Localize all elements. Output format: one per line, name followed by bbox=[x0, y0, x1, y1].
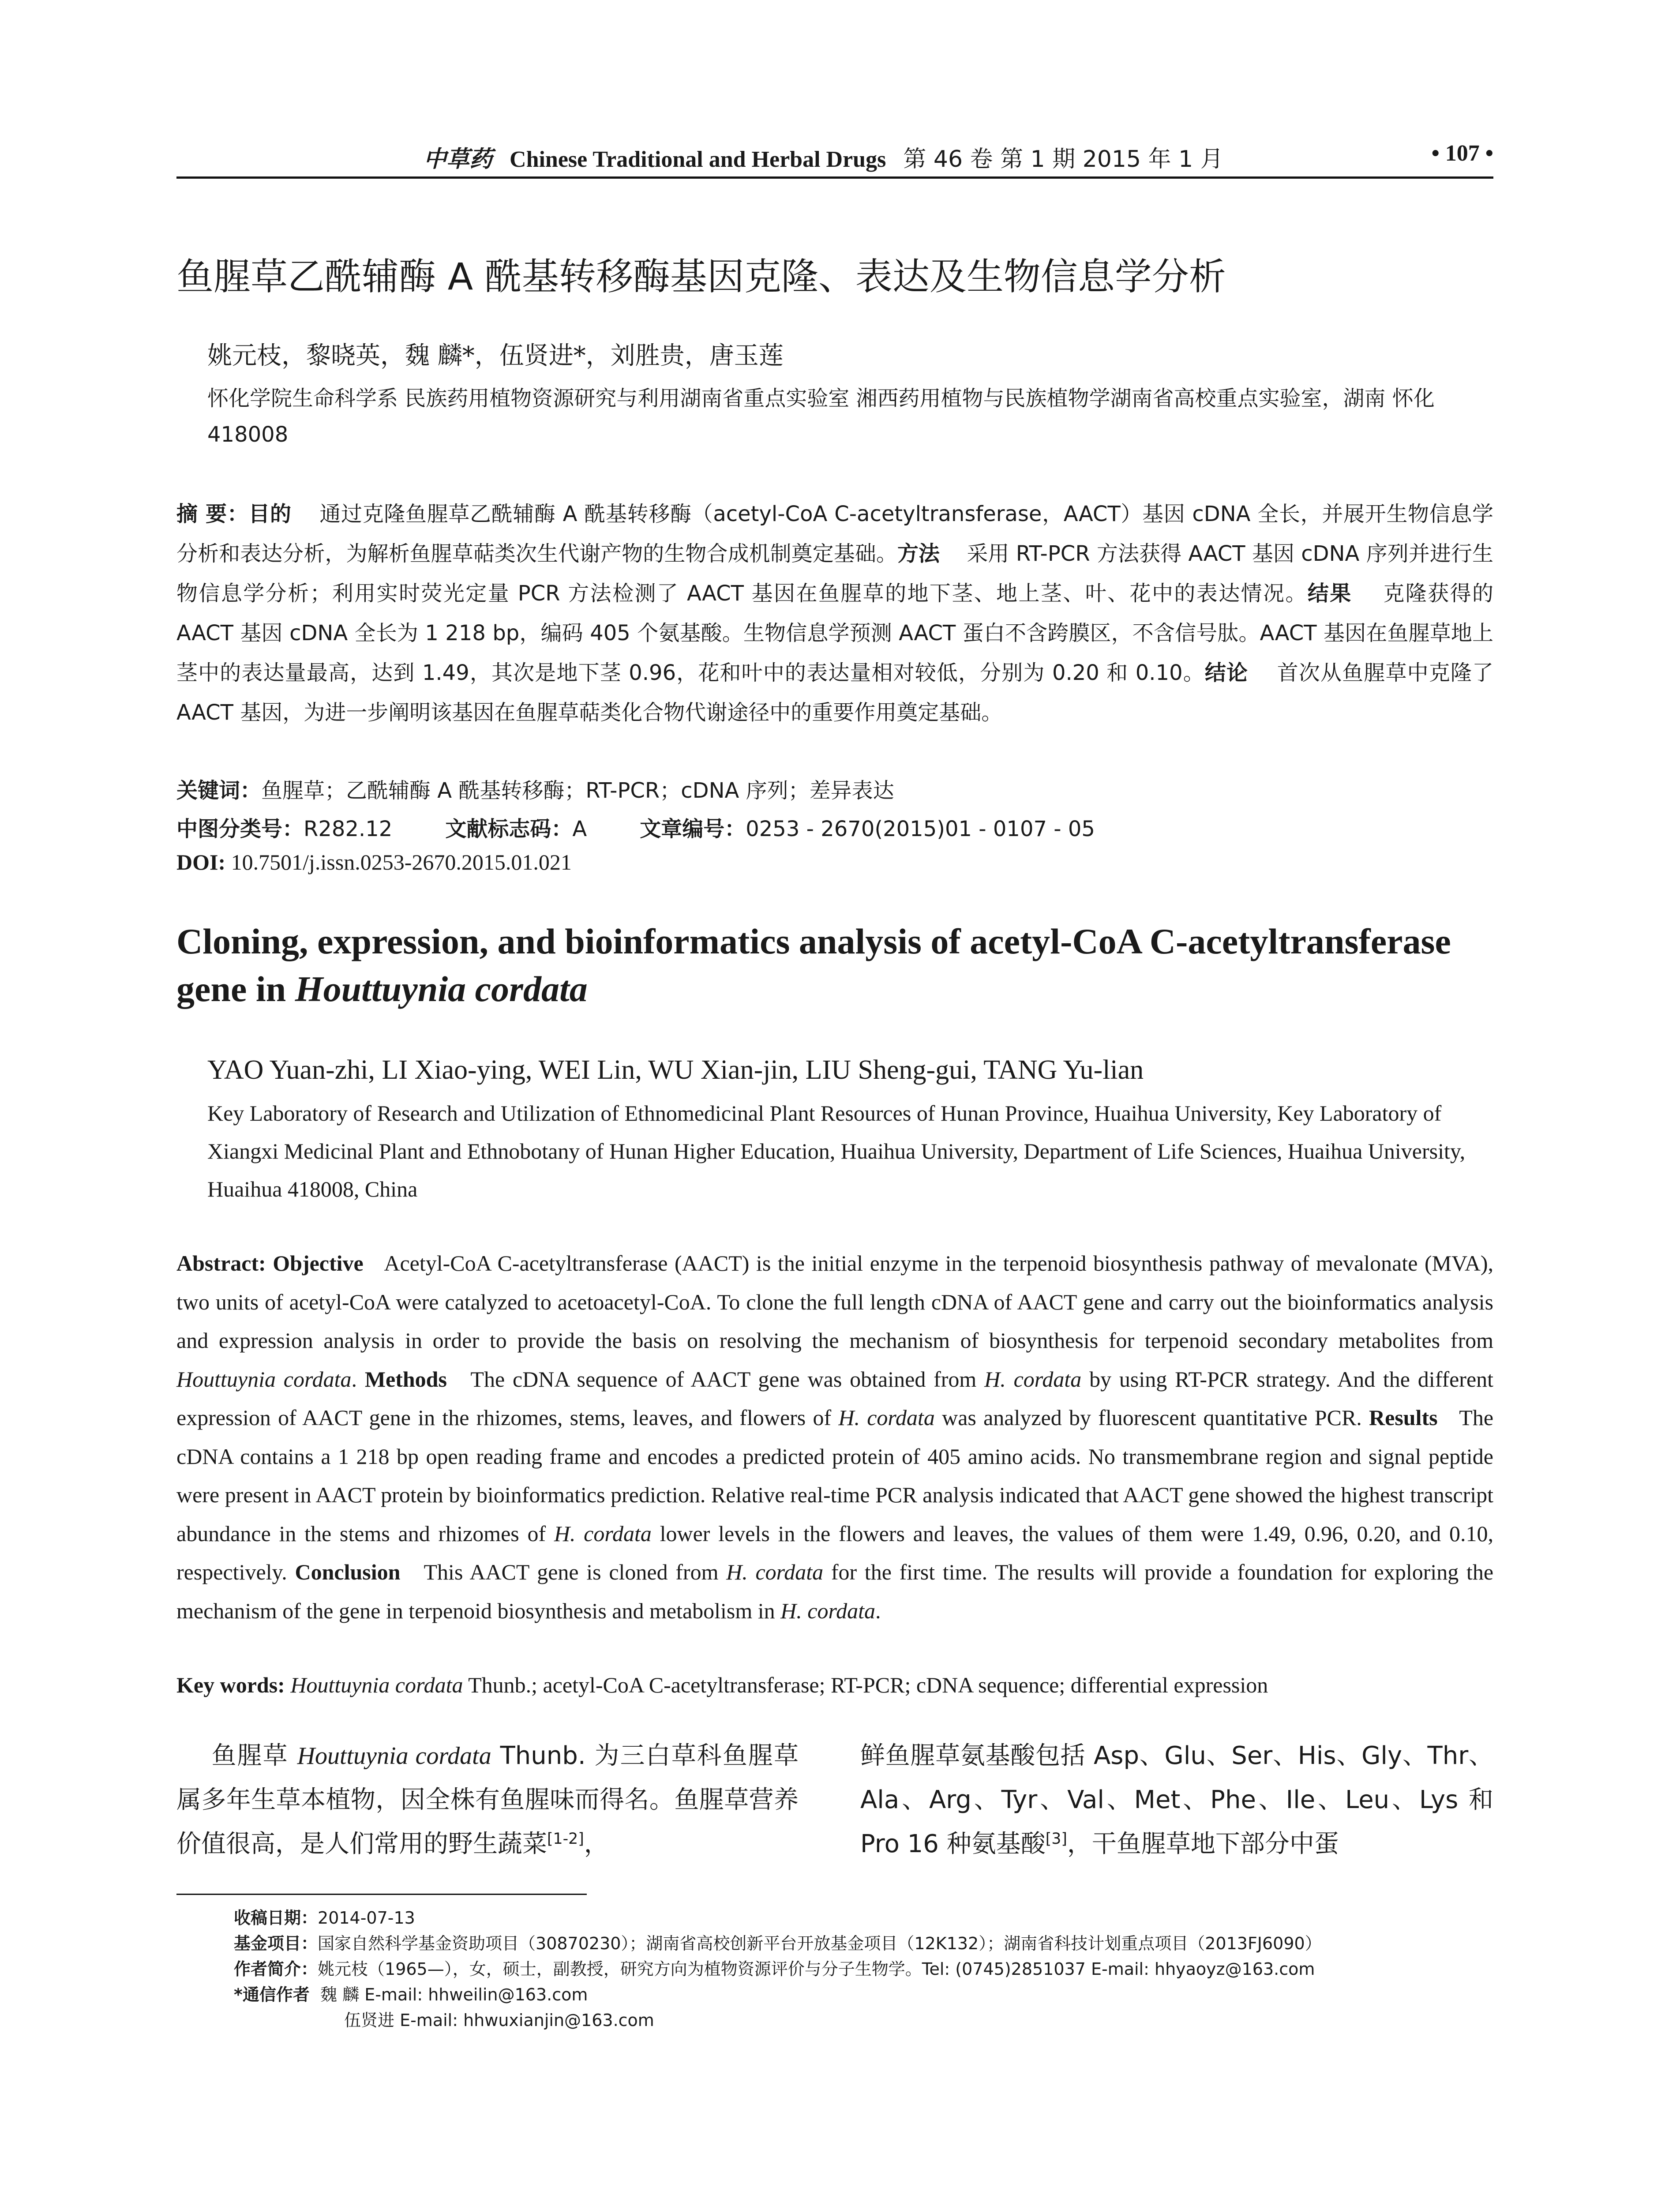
header-rule bbox=[176, 176, 1493, 179]
fn-fund bbox=[234, 1931, 1513, 1956]
fn-corr bbox=[234, 1982, 1513, 2007]
cn-conclusion-label: 结论 bbox=[1204, 660, 1249, 685]
body-column-left bbox=[176, 1734, 799, 1866]
fn-corr-1: 魏 麟 E-mail: hhweilin@163.com bbox=[320, 1985, 588, 2004]
journal-name-cn: 中草药 bbox=[424, 146, 493, 173]
doi-label: DOI: bbox=[176, 850, 226, 874]
cn-affiliation: 怀化学院生命科学系 民族药用植物资源研究与利用湖南省重点实验室 湘西药用植物与民族植物学湖南省高校重点实验室，湖南 怀化 418008 bbox=[207, 386, 1435, 447]
footnote-rule bbox=[176, 1894, 587, 1895]
en-authors: YAO Yuan-zhi, LI Xiao-ying, WEI Lin, WU Xian-jin, LIU Sheng-gui, TANG Yu-lian bbox=[207, 1055, 1144, 1085]
body-col2-end: ，干鱼腥草地下部分中蛋 bbox=[1067, 1830, 1339, 1858]
body-column-right bbox=[860, 1734, 1493, 1866]
en-abstract: Abstract: Objective Acetyl-CoA C-acetyltransferase (AACT) is the initial enzyme in the terpenoid biosynthesis pathway of mevalonate (MVA), two units of acetyl-CoA were catalyzed to acetoacetyl-CoA. To clone the full length cDNA of AACT gene and carry out the bioinformatics analysis and expression analysis in order to provide the basis on resolving the mechanism of biosynthesis for terpenoid secondary metabolites from Houttuynia cordata. Methods The cDNA sequence of AACT gene was obtained from H. cordata by using RT-PCR strategy. And the different expression of AACT gene in the rhizomes, stems, leaves, and flowers of H. cordata was analyzed by fluorescent quantitative PCR. Results The cDNA contains a 1 218 bp open reading frame and encodes a predicted protein of 405 amino acids. No transmembrane region and signal peptide were present in AACT protein by bioinformatics prediction. Relative real-time PCR analysis indicated that AACT gene showed the highest transcript abundance in the stems and rhizomes of H. cordata lower levels in the flowers and leaves, the values of them were 1.49, 0.96, 0.20, and 0.10, respectively. Conclusion This AACT gene is cloned from H. cordata for the first time. The results will provide a foundation for exploring the mechanism of the gene in terpenoid biosynthesis and metabolism in H. cordata. bbox=[176, 1251, 1494, 1623]
en-abs-part2: The cDNA sequence of AACT gene was obtained from bbox=[470, 1366, 985, 1392]
en-abs-part4: was analyzed by fluorescent quantitative PCR. bbox=[934, 1405, 1369, 1430]
en-title-species: Houttuynia cordata bbox=[295, 969, 588, 1009]
en-title-main: Cloning, expression, and bioinformatics analysis of acetyl-CoA C-acetyltransferase gene in bbox=[176, 921, 1451, 1009]
cn-keywords-text: 鱼腥草；乙酰辅酶 A 酰基转移酶；RT-PCR；cDNA 序列；差异表达 bbox=[261, 778, 894, 803]
en-species: Houttuynia cordata bbox=[176, 1366, 352, 1392]
fn-corr-2-row bbox=[234, 2007, 1513, 2033]
doi-line bbox=[176, 849, 572, 875]
fn-corr-2: 伍贤进 E-mail: hhwuxianjin@163.com bbox=[344, 2011, 654, 2030]
fn-bio-label: 作者简介： bbox=[234, 1959, 318, 1979]
cn-conclusion: 首次从鱼腥草中克隆了 AACT 基因，为进一步阐明该基因在鱼腥草萜类化合物代谢途径中的重要作用奠定基础。 bbox=[176, 660, 1493, 725]
en-hcordata-4: H. cordata bbox=[726, 1560, 824, 1584]
en-abs-part3: by using RT-PCR strategy. And the different expression of AACT gene in the rhizomes, stems, leaves, and flowers of bbox=[176, 1366, 1494, 1430]
en-hcordata-3: H. cordata bbox=[554, 1521, 652, 1546]
body-col1-start: 鱼腥草 bbox=[211, 1741, 297, 1770]
doc-code-value: A bbox=[572, 817, 587, 841]
cn-results-label: 结果 bbox=[1307, 581, 1352, 606]
body-col1-text: Thunb. 为三白草科鱼腥草属多年生草本植物，因全株有鱼腥味而得名。鱼腥草营养价值很高，是人们常用的野生蔬菜 bbox=[176, 1741, 799, 1858]
clc-label: 中图分类号： bbox=[176, 817, 304, 841]
cn-abstract-label: 摘 要： bbox=[176, 502, 249, 526]
en-keywords-text: Thunb.; acetyl-CoA C-acetyltransferase; RT-PCR; cDNA sequence; differential expression bbox=[463, 1673, 1268, 1697]
fn-fund-value: 国家自然科学基金资助项目（30870230）；湖南省高校创新平台开放基金项目（12K132）；湖南省科技计划重点项目（2013FJ6090） bbox=[318, 1934, 1322, 1953]
en-title bbox=[176, 918, 1500, 1013]
body-col1-end: ， bbox=[584, 1830, 609, 1858]
cn-classification bbox=[176, 812, 1493, 842]
doi-value[interactable]: 10.7501/j.issn.0253-2670.2015.01.021 bbox=[231, 850, 572, 874]
cn-methods: 采用 RT-PCR 方法获得 AACT 基因 cDNA 序列并进行生物信息学分析；利用实时荧光定量 PCR 方法检测了 AACT 基因在鱼腥草的地下茎、地上茎、叶、花中的表达情况。 bbox=[176, 541, 1493, 606]
cn-keywords bbox=[176, 773, 1493, 804]
en-abs-part8: for the first time. The results will provide a foundation for exploring the mechanism of the gene in terpenoid biosynthesis and metabolism in bbox=[176, 1560, 1494, 1623]
en-abs-part6: lower levels in the flowers and leaves, the values of them were 1.49, 0.96, 0.20, and 0.10, respectively. bbox=[176, 1521, 1494, 1584]
cn-authors: 姚元枝，黎晓英，魏 麟*，伍贤进*，刘胜贵，唐玉莲 bbox=[207, 341, 784, 370]
cn-title: 鱼腥草乙酰辅酶 A 酰基转移酶基因克隆、表达及生物信息学分析 bbox=[176, 255, 1226, 298]
fn-received-value: 2014-07-13 bbox=[318, 1908, 415, 1928]
en-abstract-label: Abstract: Objective bbox=[176, 1251, 364, 1276]
cn-objective: 通过克隆鱼腥草乙酰辅酶 A 酰基转移酶（acetyl-CoA C-acetyltransferase，AACT）基因 cDNA 全长，并展开生物信息学分析和表达分析，为解析鱼腥草萜类次生代谢产物的生物合成机制奠定基础。 bbox=[176, 502, 1493, 566]
en-hcordata-2: H. cordata bbox=[838, 1405, 935, 1430]
running-header bbox=[176, 140, 1493, 176]
fn-fund-label: 基金项目： bbox=[234, 1934, 318, 1953]
footnotes bbox=[234, 1905, 1513, 2033]
fn-corr-label: *通信作者 bbox=[234, 1985, 310, 2004]
en-methods-label: Methods bbox=[364, 1366, 447, 1392]
citation-3[interactable]: [3] bbox=[1045, 1830, 1067, 1848]
fn-received bbox=[234, 1905, 1513, 1931]
cn-methods-label: 方法 bbox=[897, 541, 940, 566]
clc-value: R282.12 bbox=[304, 817, 393, 841]
cn-objective-label: 目的 bbox=[248, 502, 292, 526]
cn-abstract bbox=[176, 494, 1493, 732]
header-journal bbox=[424, 140, 1223, 173]
en-keywords-species: Houttuynia cordata bbox=[290, 1673, 463, 1697]
en-affiliation: Key Laboratory of Research and Utilization of Ethnomedicinal Plant Resources of Hunan Province, Huaihua University, Key Laboratory of Xiangxi Medicinal Plant and Ethnobotany of Hunan Higher Education, Huaihua University, Department of Life Sciences, Huaihua University, Huaihua 418008, China bbox=[207, 1101, 1466, 1201]
en-conclusion-label: Conclusion bbox=[295, 1560, 401, 1584]
en-hcordata-5: H. cordata bbox=[780, 1598, 875, 1623]
article-no-value: 0253 - 2670(2015)01 - 0107 - 05 bbox=[746, 817, 1095, 841]
doc-code-label: 文献标志码： bbox=[445, 817, 573, 841]
body-col1-species: Houttuynia cordata bbox=[297, 1742, 491, 1770]
fn-bio-value: 姚元枝（1965—），女，硕士，副教授，研究方向为植物资源评价与分子生物学。Tel: (0745)2851037 E-mail: hhyaoyz@163.com bbox=[318, 1959, 1315, 1979]
cn-keywords-label: 关键词： bbox=[176, 778, 262, 803]
article-no-label: 文章编号： bbox=[640, 817, 746, 841]
en-abs-part5: The cDNA contains a 1 218 bp open reading frame and encodes a predicted protein of 405 amino acids. No transmembrane region and signal peptide were present in AACT protein by bioinformatics prediction. Relative real-time PCR analysis indicated that AACT gene showed the highest transcript abundance in the stems and rhizomes of bbox=[176, 1405, 1494, 1546]
page-number: • 107 • bbox=[1431, 141, 1493, 166]
fn-received-label: 收稿日期： bbox=[234, 1908, 318, 1928]
body-col2-text: 鲜鱼腥草氨基酸包括 Asp、Glu、Ser、His、Gly、Thr、Ala、Arg、Tyr、Val、Met、Phe、Ile、Leu、Lys 和 Pro 16 种氨基酸 bbox=[860, 1741, 1493, 1858]
en-abs-part1: Acetyl-CoA C-acetyltransferase (AACT) is the initial enzyme in the terpenoid biosynthesis pathway of mevalonate (MVA), two units of acetyl-CoA were catalyzed to acetoacetyl-CoA. To clone the full length cDNA of AACT gene and carry out the bioinformatics analysis and expression analysis in order to provide the basis on resolving the mechanism of biosynthesis for terpenoid secondary metabolites from bbox=[176, 1251, 1494, 1353]
en-hcordata-1: H. cordata bbox=[984, 1366, 1082, 1392]
cn-results: 克隆获得的 AACT 基因 cDNA 全长为 1 218 bp，编码 405 个氨基酸。生物信息学预测 AACT 蛋白不含跨膜区，不含信号肽。AACT 基因在鱼腥草地上茎中的表达量最高，达到 1.49，其次是地下茎 0.96，花和叶中的表达量相对较低，分别为 0.20 和 0.10。 bbox=[176, 581, 1493, 685]
en-keywords-label: Key words: bbox=[176, 1673, 285, 1697]
en-results-label: Results bbox=[1369, 1405, 1438, 1430]
issue-info: 第 46 卷 第 1 期 2015 年 1 月 bbox=[903, 146, 1223, 173]
citation-1-2[interactable]: [1-2] bbox=[547, 1830, 584, 1848]
fn-bio bbox=[234, 1956, 1513, 1982]
en-abs-part7: This AACT gene is cloned from bbox=[424, 1560, 727, 1584]
journal-name-en: Chinese Traditional and Herbal Drugs bbox=[510, 147, 886, 172]
en-keywords bbox=[176, 1672, 1493, 1698]
